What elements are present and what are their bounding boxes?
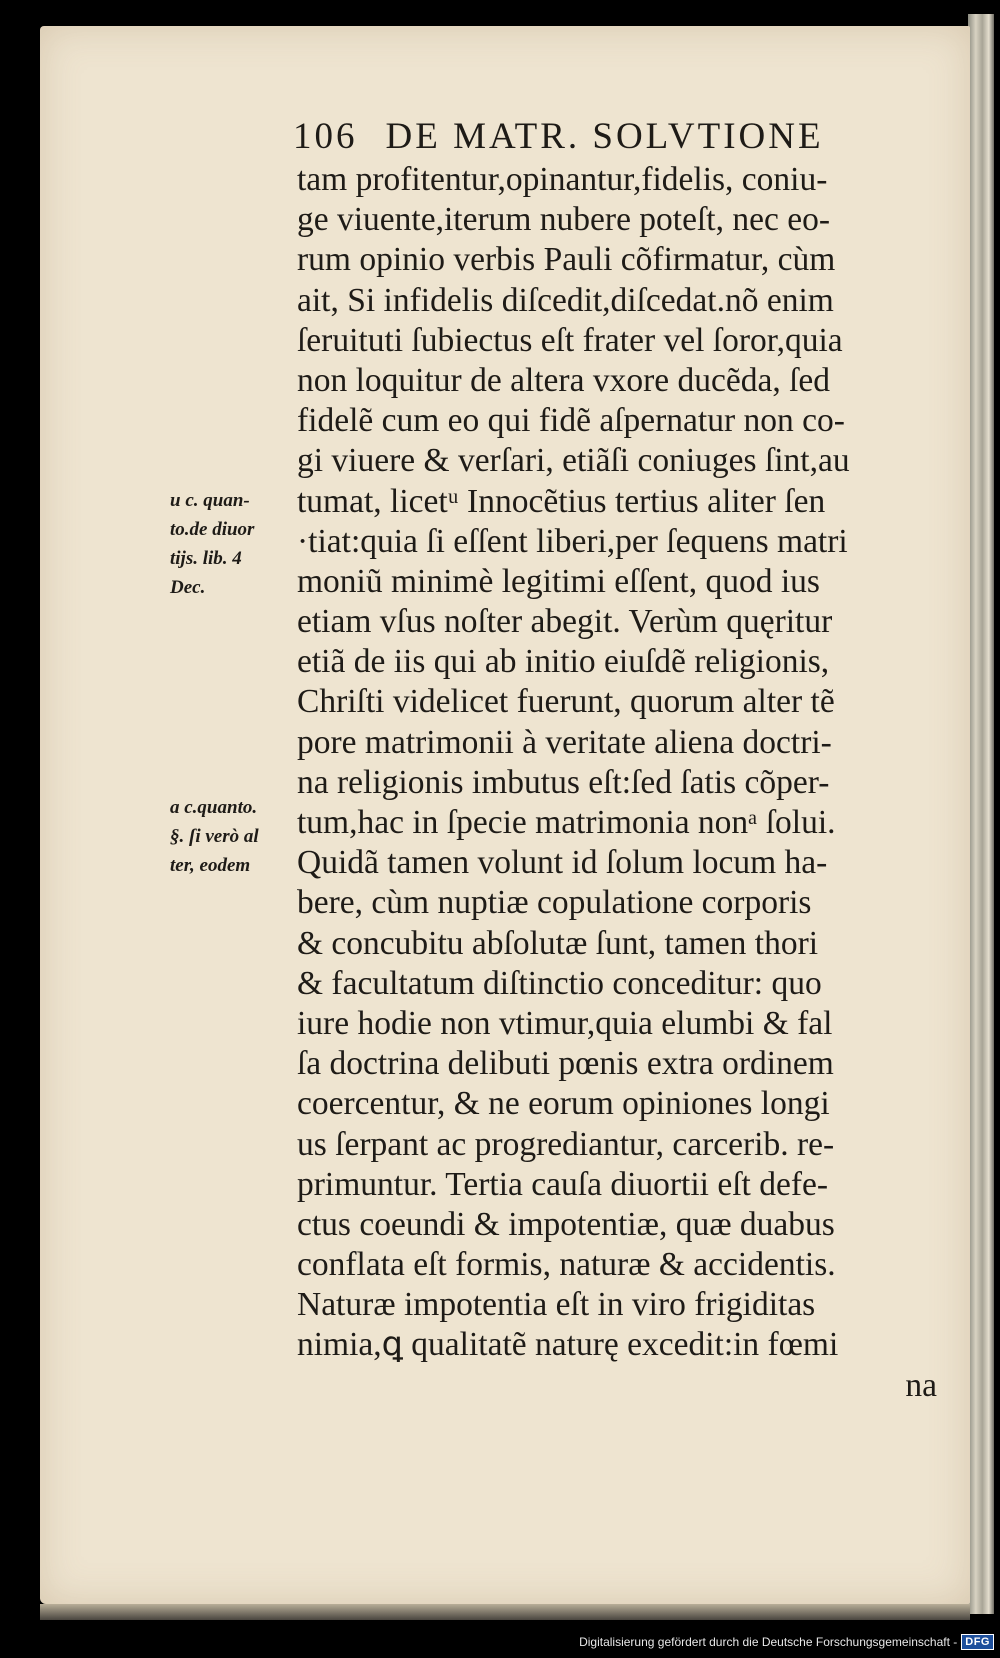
text-line: rum opinio verbis Pauli cõfirmatur, cùm [297, 241, 836, 279]
marginal-note-line: a c.quanto. [170, 797, 258, 818]
text-line: primuntur. Tertia cauſa diuortii eſt defe- [297, 1165, 828, 1203]
text-line: ſa doctrina delibuti pœnis extra ordinem [297, 1045, 834, 1083]
marginal-note-line: Dec. [170, 577, 206, 598]
marginal-note-line: u c. quan- [170, 490, 250, 511]
book-bottom-edge [40, 1604, 970, 1620]
text-line: Chriſti videlicet fuerunt, quorum alter tẽ [297, 683, 835, 721]
text-line: iure hodie non vtimur,quia elumbi & fal [297, 1004, 833, 1042]
text-line: tum,hac in ſpecie matrimonia nonᵃ ſolui. [297, 804, 836, 841]
text-line: & concubitu abſolutæ ſunt, tamen thori [297, 924, 819, 962]
marginal-note-line: ter, eodem [170, 855, 251, 876]
page-number: 106 [293, 116, 358, 157]
footer-credit [579, 1630, 994, 1654]
marginal-note-line: §. ſi verò al [170, 826, 259, 847]
text-line: moniũ minimè legitimi eſſent, quod ius [297, 562, 820, 600]
text-line: ſeruituti ſubiectus eſt frater vel ſoror,quia [297, 321, 843, 359]
text-line: ge viuente,iterum nubere poteſt, nec eo- [297, 201, 830, 239]
text-line: etiam vſus noſter abegit. Verùm quęritur [297, 603, 833, 641]
text-line: Naturæ impotentia eſt in viro frigiditas [297, 1286, 816, 1324]
marginal-note-line: to.de diuor [170, 519, 255, 540]
running-head [293, 115, 863, 158]
marginal-note [170, 486, 254, 602]
text-line: pore matrimonii à veritate aliena doctri- [297, 723, 832, 761]
dfg-logo: DFG [961, 1634, 994, 1650]
text-line: gi viuere & verſari, etiãſi coniuges ſint,au [297, 442, 850, 480]
text-line: fidelẽ cum eo qui fidẽ aſpernatur non co- [297, 402, 845, 440]
text-line: na religionis imbutus eſt:ſed ſatis cõper- [297, 763, 830, 801]
text-line: us ſerpant ac progrediantur, carcerib. re- [297, 1125, 835, 1163]
text-line: ·tiat:quia ſi eſſent liberi,per ſequens matri [297, 522, 848, 560]
text-line: conflata eſt formis, naturæ & accidentis. [297, 1246, 836, 1284]
text-line: ait, Si infidelis diſcedit,diſcedat.nõ enim [297, 281, 834, 319]
text-line: coercentur, & ne eorum opiniones longi [297, 1085, 830, 1123]
body-text [297, 160, 937, 1406]
text-line: tumat, licetᵘ Innocẽtius tertius aliter ſen [297, 482, 826, 520]
running-title: DE MATR. SOLVTIONE [385, 116, 824, 157]
text-line: bere, cùm nuptiæ copulatione corporis [297, 884, 812, 922]
text-line: Quidã tamen volunt id ſolum locum ha- [297, 844, 828, 882]
marginal-note-line: tijs. lib. 4 [170, 548, 242, 569]
book-fore-edge [968, 14, 994, 1614]
text-line: etiã de iis qui ab initio eiuſdẽ religionis, [297, 643, 830, 681]
text-line: nimia,ꝗ qualitatẽ naturę excedit:in fœmi [297, 1326, 839, 1364]
text-line: tam profitentur,opinantur,fidelis, coniu- [297, 161, 828, 198]
marginal-note [170, 793, 259, 880]
text-line: & facultatum diſtinctio conceditur: quo [297, 964, 822, 1002]
text-line: na [905, 1366, 937, 1404]
text-line: ctus coeundi & impotentiæ, quæ duabus [297, 1205, 835, 1243]
footer-text: Digitalisierung gefördert durch die Deutsche Forschungsgemeinschaft - [579, 1635, 958, 1649]
text-line: non loquitur de altera vxore ducẽda, ſed [297, 361, 831, 399]
